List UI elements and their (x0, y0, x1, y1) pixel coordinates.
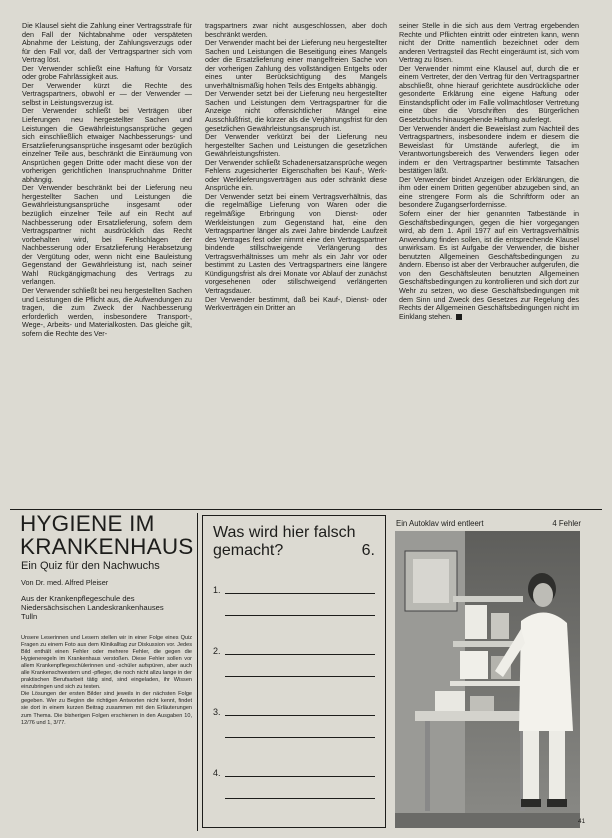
paragraph: Die Klausel sieht die Zahlung einer Vertragsstrafe für den Fall der Nichtabnahme oder verspäteten Abnahme der Leistung, der Zahlungsverzugs oder für den Fall vor, daß der Vertragspartner sich vom Vertrag löst. (22, 22, 192, 65)
photo-illustration (395, 531, 580, 828)
paragraph-text: Sofern einer der hier genannten Tatbestände in Geschäftsbedingungen, gegen die hier vorgegangen wird, ab dem 1. April 1977 auf ein Vertragsverhältnis Anwendung finden sollen, ist die entsprechende Klausel unwirksam. Es ist Aufgabe der Verwender, die bisher benutzten Allgemeinen Geschäftsbedingungen zu ändern. Ebenso ist aber der Verbraucher aufgerufen, die von den Geschäftsleuten benutzten Allgemeinen Geschäftsbedingungen zu kontrollieren und sich dort zur Wehr zu setzen, wo diese Geschäftsbedingungen mit dem Sinn und Zweck des Gesetzes zur Regelung des Rechts der Allgemeinen Geschäftsbedingungen nicht im Einklang stehen. (399, 209, 579, 321)
article-institution: Aus der Krankenpflegeschule des Niedersächsischen Landeskrankenhauses Tulln (21, 594, 164, 622)
paragraph: Der Verwender macht bei der Lieferung neu hergestellter Sachen und Leistungen die Beseitigung eines Mangels oder die Ersatzlieferung einer mangelfreien Sache von der vorherigen Zahlung des vollständigen Entgelts oder eines unter Berücksichtigung des Mangels unverhältnismäßig hohen Teils des Entgelts abhängig. (205, 38, 387, 90)
answer-line (225, 715, 375, 716)
answer-line (225, 615, 375, 616)
answer-line (225, 737, 375, 738)
paragraph: tragspartners zwar nicht ausgeschlossen, aber doch beschränkt werden. (205, 22, 387, 39)
article-author: Von Dr. med. Alfred Pleiser (21, 578, 109, 587)
answer-number: 1. (213, 585, 221, 595)
paragraph: Der Verwender kürzt die Rechte des Vertragspartners, obwohl er — der Verwender — selbst in Leistungsverzug ist. (22, 80, 192, 107)
quiz-title (213, 524, 381, 560)
paragraph: Der Verwender bindet Anzeigen oder Erklärungen, die ihm oder einem Dritten gegenüber abzugeben sind, an eine strengere Form als die Schriftform oder an besondere Zugangserfordernisse. (399, 174, 579, 210)
text-column-1 (22, 22, 192, 500)
paragraph: Der Verwender nimmt eine Klausel auf, durch die er einem Vertreter, der den Vertrag für den Vertragspartner abschließt, ohne hierauf gerichtete ausdrückliche oder gesonderte Erklärung eine eigene Haftung oder Einstandspflicht oder im Falle vollmachtloser Vertretung eine über die Vorschriften des Bürgerlichen Gesetzbuchs hinausgehende Haftung auferlegt. (399, 63, 579, 125)
paragraph: Die Lösungen der ersten Bilder sind jeweils in der nächsten Folge gegeben. Wer zu Beginn die richtigen Antworten nicht kennt, findet sie dort in einem kurzen Beitrag zusammen mit den Erläuterungen zum Thema. Die bisherigen Folgen erschienen in den Ausgaben 10, 12/76 und 1, 3/77. (21, 691, 192, 726)
article-title (20, 512, 200, 558)
article-title-line: HYGIENE IM (20, 511, 155, 536)
article-intro (21, 635, 192, 825)
autoclave-photo (395, 531, 580, 828)
paragraph: Der Verwender setzt bei einem Vertragsverhältnis, das die regelmäßige Lieferung von Waren oder die regelmäßige Erbringung von Dienst- oder Werkleistungen zum Gegenstand hat, eine den Vertragspartner länger als zwei Jahre bindende Laufzeit des Vertrages fest oder nimmt eine den Vertragspartner bindende stillschweigende Verlängerung des Vertragsverhältnisses um mehr als ein Jahr vor oder bestimmt zu Lasten des Vertragspartners eine längere Kündigungsfrist als drei Monate vor Ablauf der zunächst vorgesehenen oder stillschweigend verlängerten Vertragsdauer. (205, 191, 387, 295)
answer-number: 3. (213, 707, 221, 717)
quiz-number: 6. (361, 542, 375, 559)
answer-line (225, 676, 375, 677)
answer-number: 4. (213, 768, 221, 778)
paragraph: Der Verwender schließt bei neu hergestellten Sachen und Leistungen die Pflicht aus, die Aufwendungen zu tragen, die zum Zweck der Nachbesserung erforderlich werden, insbesondere Transport-, Wege-, Arbeits- und Materialkosten. Das gleiche gilt, sofern die Rechte des Ver- (22, 285, 192, 338)
paragraph: Der Verwender setzt bei der Lieferung neu hergestellter Sachen und Leistungen dem Vertragspartner für die Anzeige nicht offensichtlicher Mängel eine Ausschlußfrist, die kürzer als die Verjährungsfrist für den gesetzlichen Gewährleistungsanspruch ist. (205, 89, 387, 133)
answer-line (225, 798, 375, 799)
answer-line (225, 776, 375, 777)
answer-number: 2. (213, 646, 221, 656)
paragraph: Der Verwender ändert die Beweislast zum Nachteil des Vertragspartners, insbesondere indem er diesem die Beweislast für Umstände auferlegt, die im Verantwortungsbereich des Verwenders liegen oder indem er den Vertragspartner bestimmte Tatsachen bestätigen läßt. (399, 123, 579, 176)
paragraph: seiner Stelle in die sich aus dem Vertrag ergebenden Rechte und Pflichten eintritt oder eintreten kann, wenn nicht der Dritte namentlich bezeichnet oder dem anderen Vertragsteil das Recht eingeräumt ist, sich vom Vertrag zu lösen. (399, 22, 579, 65)
paragraph: Der Verwender schließt eine Haftung für Vorsatz oder grobe Fahrlässigkeit aus. (22, 63, 192, 82)
paragraph (399, 210, 579, 321)
section-divider (10, 509, 602, 510)
paragraph: Der Verwender schließt bei Verträgen über Lieferungen neu hergestellter Sachen und Leistungen die Gewährleistungsansprüche gegen sich einschließlich etwaiger Nachbesserungs- und Ersatzlieferungsansprüche insgesamt oder bezüglich einzelner Teile aus, beschränkt die Einräumung von Ansprüchen gegen Dritte oder macht diese von der vorherigen gerichtlichen Inanspruchnahme Dritter abhängig. (22, 106, 192, 184)
paragraph: Der Verwender verkürzt bei der Lieferung neu hergestellter Sachen und Leistungen die gesetzlichen Gewährleistungsfristen. (205, 132, 387, 159)
paragraph: Der Verwender bestimmt, daß bei Kauf-, Dienst- oder Werkverträgen ein Dritter an (205, 294, 387, 313)
article-subtitle: Ein Quiz für den Nachwuchs (21, 560, 160, 572)
photo-error-count: 4 Fehler (552, 519, 581, 528)
text-column-2 (205, 22, 387, 500)
column-divider (197, 513, 198, 831)
quiz-title-line: Was wird hier falsch (213, 524, 356, 541)
photo-caption-text: Ein Autoklav wird entleert (396, 519, 484, 528)
answer-line (225, 654, 375, 655)
article-title-line: KRANKENHAUS (20, 534, 194, 559)
quiz-title-line: gemacht? (213, 542, 284, 559)
paragraph: Der Verwender beschränkt bei der Lieferung neu hergestellter Sachen und Leistungen die Gewährleistungsansprüche insgesamt oder bezüglich einzelner Teile auf ein Recht auf Nachbesserung oder Ersatzlieferung, sofern dem Vertragspartner nicht ausdrücklich das Recht vorbehalten wird, bei Fehlschlagen der Nachbesserung oder Ersatzlieferung Herabsetzung der Vergütung oder, wenn nicht eine Bauleistung Gegenstand der Gewährleistung ist, nach seiner Wahl Rückgängigmachung des Vertrags zu verlangen. (22, 183, 192, 287)
end-of-article-mark (456, 314, 462, 320)
page-number: 41 (578, 818, 586, 825)
text-column-3 (399, 22, 579, 500)
paragraph: Der Verwender schließt Schadenersatzansprüche wegen Fehlens zugesicherter Eigenschaften bei Kauf-, Werk- oder Werklieferungsverträgen aus oder schränkt diese Ansprüche ein. (205, 157, 387, 193)
answer-line (225, 593, 375, 594)
quiz-box (202, 515, 386, 828)
paragraph: Unsere Leserinnen und Lesern stellen wir in einer Folge eines Quiz Fragen zu einem Foto aus dem Klinikalltag zur Diskussion vor. Jedes Bild enthält einen Fehler oder mehrere Fehler, die gegen die Hygieneregeln im Krankenhaus verstoßen. Diese Fehler sollen vor allem Krankenpflegeschülerinnen und -schüler aufspüren, aber auch alle Krankenschwestern und -pfleger, die noch nicht allzu lange in der praktischen Berufsarbeit tätig sind, sind eingeladen, ihr Wissen einzubringen und sich zu testen. (21, 635, 192, 691)
